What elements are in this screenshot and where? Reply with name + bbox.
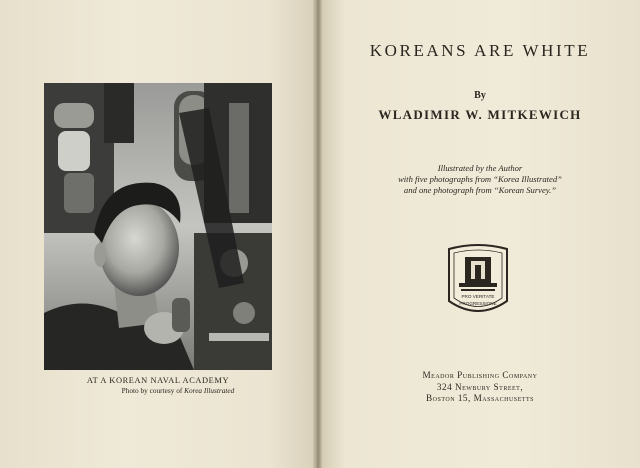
naval-cadet-image [44,83,272,370]
caption-title: AT A KOREAN NAVAL ACADEMY [86,376,230,385]
author-name: WLADIMIR W. MITKEWICH [378,107,582,122]
frontispiece-photo [44,83,272,370]
emblem-motto-2: PROGRESSIONE [459,301,497,306]
illustration-note [320,163,640,196]
illustration-line: and one photograph from “Korean Survey.” [403,185,557,195]
publisher-name: Meador Publishing Company [422,370,538,380]
caption-credit [44,386,272,396]
illustration-line: with five photographs from “Korea Illustrated” [398,174,562,184]
publisher-imprint [320,370,640,405]
by-line: By [474,90,486,101]
illustration-line: Illustrated by the Author [437,163,523,173]
book-title: KOREANS ARE WHITE [369,41,591,60]
emblem-motto-1: PRO VERITATE [461,294,495,299]
publisher-emblem-icon [445,243,511,318]
photo-caption [44,375,272,396]
publisher-street: 324 Newbury Street, [436,381,524,392]
credit-source: Korea Illustrated [184,386,235,395]
credit-prefix: Photo by courtesy of [121,386,183,395]
publisher-city: Boston 15, Massachusetts [426,393,534,404]
